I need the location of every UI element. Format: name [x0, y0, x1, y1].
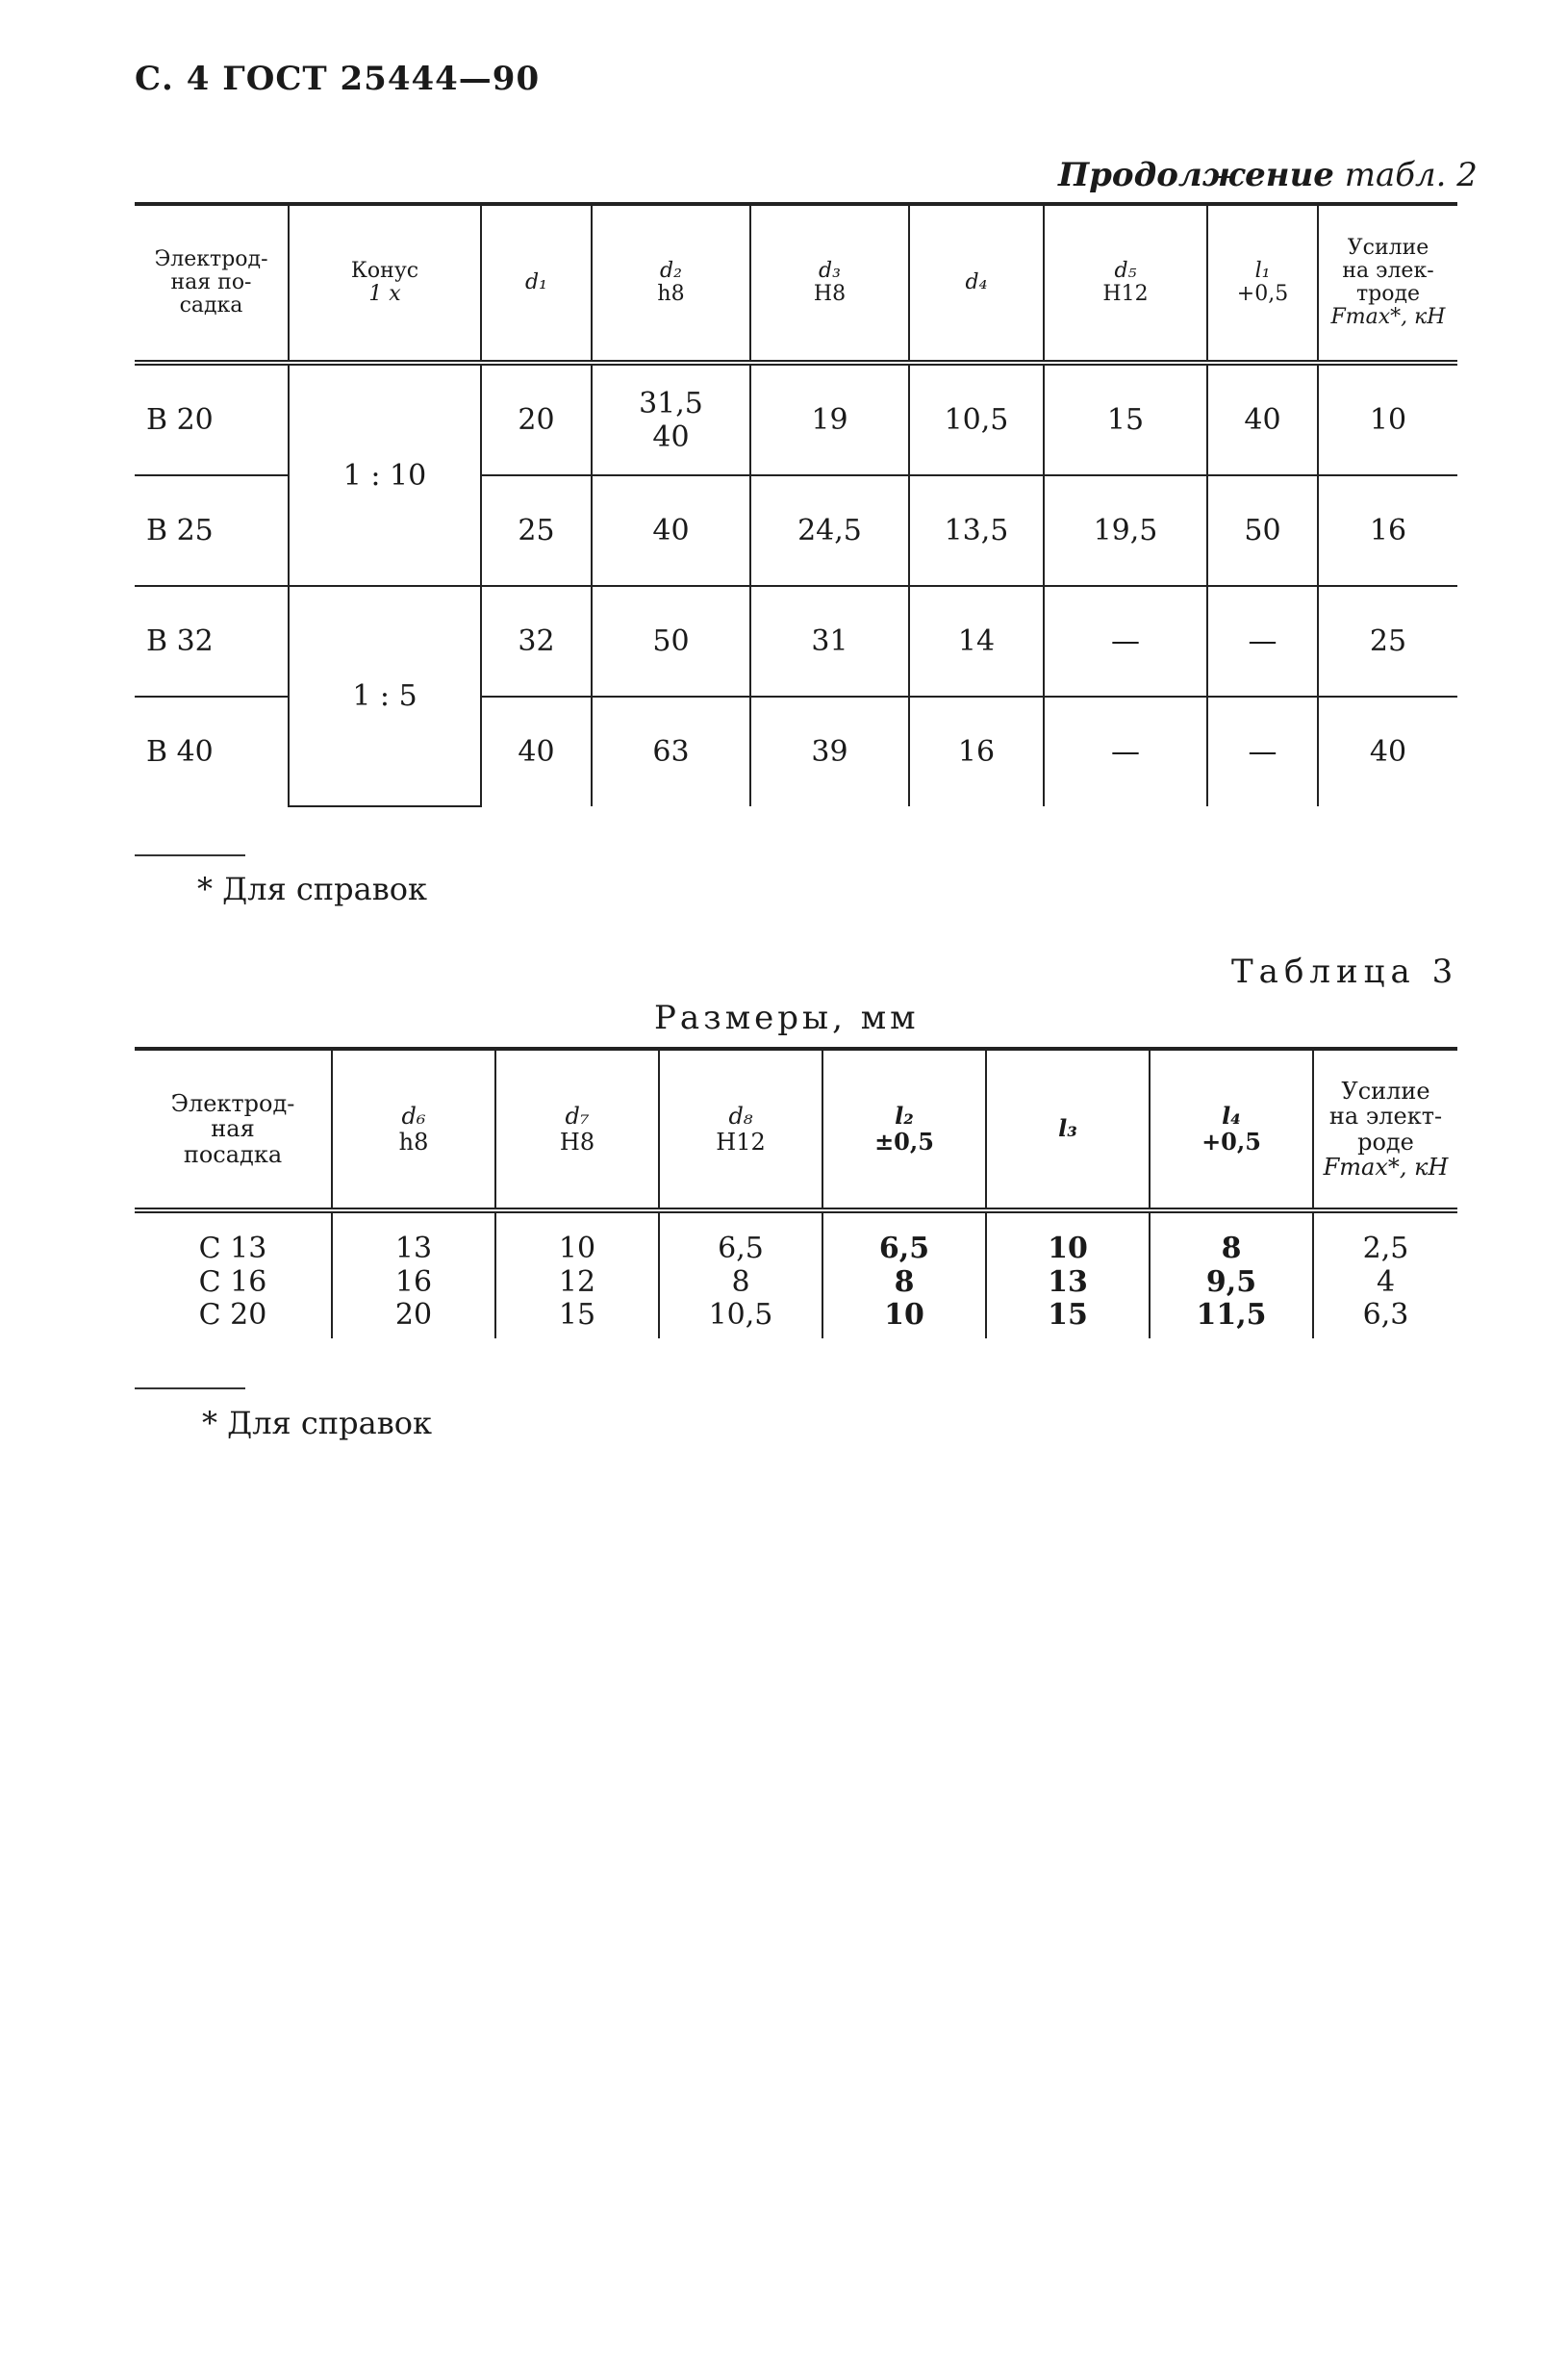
- d7-column: 10 12 15: [495, 1210, 659, 1338]
- t3-h-l2: l₂ ±0,5: [822, 1049, 986, 1210]
- table3-title: Таблица 3: [1231, 953, 1459, 991]
- l1-cell: —: [1207, 586, 1318, 697]
- d1-cell: 40: [481, 697, 592, 806]
- d1-cell: 25: [481, 475, 592, 586]
- l4-column: 8 9,5 11,5: [1150, 1210, 1313, 1338]
- t2-h-force: Усилие на элек- троде Fmax*, кН: [1318, 204, 1457, 363]
- d4-cell: 16: [909, 697, 1044, 806]
- d3-cell: 39: [750, 697, 909, 806]
- t3-h-l4: l₄ +0,5: [1150, 1049, 1313, 1210]
- fit-cell: В 40: [146, 735, 214, 769]
- l1-cell: 40: [1207, 363, 1318, 475]
- l1-cell: —: [1207, 697, 1318, 806]
- fit-cell: В 25: [135, 475, 289, 586]
- t3-h-force: Усилие на элект- роде Fmax*, кН: [1313, 1049, 1457, 1210]
- t3-h-fit: Электрод- ная посадка: [170, 1089, 295, 1168]
- l2-column: 6,5 8 10: [822, 1210, 986, 1338]
- d1-cell: 32: [481, 586, 592, 697]
- footnote-rule: [135, 1387, 245, 1389]
- force-cell: 10: [1318, 363, 1457, 475]
- d1-cell: 20: [481, 363, 592, 475]
- d3-cell: 19: [750, 363, 909, 475]
- d4-cell: 13,5: [909, 475, 1044, 586]
- table-row: [135, 363, 1457, 475]
- t3-h-d8: d₈ H12: [659, 1049, 822, 1210]
- table-row: [135, 586, 1457, 697]
- t2-h-d1: d₁: [481, 204, 592, 363]
- table3-footnote: * Для справок: [202, 1405, 432, 1441]
- force-column: 2,5 4 6,3: [1313, 1210, 1457, 1338]
- continuation-suffix: табл. 2: [1344, 156, 1478, 194]
- cone-cell: 1 : 10: [289, 363, 481, 586]
- t2-h-d5: d₅ H12: [1044, 204, 1207, 363]
- table-3: [135, 1047, 1457, 1338]
- continuation-prefix: Продолжение: [1058, 156, 1334, 194]
- d5-cell: 15: [1044, 363, 1207, 475]
- d6-column: 13 16 20: [332, 1210, 495, 1338]
- fit-column: С 13 С 16 С 20: [198, 1232, 267, 1332]
- t3-h-d7: d₇ H8: [495, 1049, 659, 1210]
- l3-column: 10 13 15: [986, 1210, 1150, 1338]
- table3-header-row: [135, 1049, 1457, 1210]
- t2-h-d4: d₄: [909, 204, 1044, 363]
- table3-units: Размеры, мм: [654, 999, 920, 1037]
- d3-cell: 24,5: [750, 475, 909, 586]
- force-cell: 25: [1318, 586, 1457, 697]
- page-header: С. 4 ГОСТ 25444—90: [135, 60, 541, 98]
- d4-cell: 10,5: [909, 363, 1044, 475]
- d2-cell: 31,5 40: [592, 363, 750, 475]
- t2-h-d2: d₂ h8: [592, 204, 750, 363]
- d2-cell: 40: [592, 475, 750, 586]
- force-cell: 16: [1318, 475, 1457, 586]
- table-2: [135, 202, 1457, 807]
- table2-footnote: * Для справок: [197, 871, 427, 907]
- l1-cell: 50: [1207, 475, 1318, 586]
- d5-cell: —: [1044, 586, 1207, 697]
- d2-cell: 50: [592, 586, 750, 697]
- d2-cell: 63: [592, 697, 750, 806]
- table2-header-row: [135, 204, 1457, 363]
- d3-cell: 31: [750, 586, 909, 697]
- t3-h-l3: l₃: [986, 1049, 1150, 1210]
- d5-cell: 19,5: [1044, 475, 1207, 586]
- d8-column: 6,5 8 10,5: [659, 1210, 822, 1338]
- fit-cell: В 20: [135, 363, 289, 475]
- table-row: [135, 1210, 1457, 1338]
- t2-h-cone: Конус 1 x: [289, 204, 481, 363]
- continuation-label: [1058, 156, 1478, 194]
- t2-h-l1: l₁ +0,5: [1207, 204, 1318, 363]
- fit-cell: В 32: [135, 586, 289, 697]
- d4-cell: 14: [909, 586, 1044, 697]
- force-cell: 40: [1318, 697, 1457, 806]
- t2-h-d3: d₃ H8: [750, 204, 909, 363]
- t2-h-fit: Электрод- ная по- садка: [154, 246, 268, 318]
- cone-cell: 1 : 5: [289, 586, 481, 806]
- t3-h-d6: d₆ h8: [332, 1049, 495, 1210]
- footnote-rule: [135, 854, 245, 856]
- d5-cell: —: [1044, 697, 1207, 806]
